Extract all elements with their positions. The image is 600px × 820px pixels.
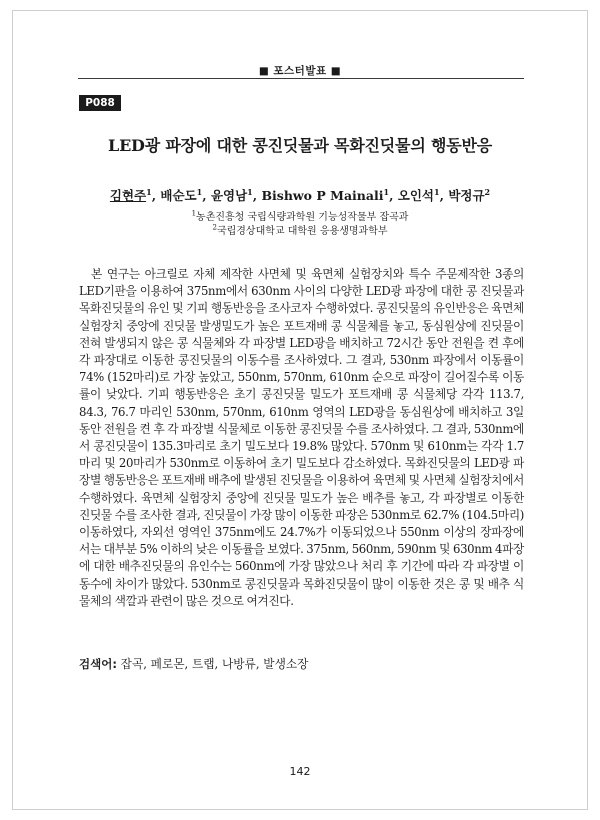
page-number: 142	[289, 765, 311, 778]
section-label: ■ 포스터발표 ■	[258, 65, 342, 77]
affiliation-text: 농촌진흥청 국립식량과학원 기능성작물부 잡곡과	[196, 212, 409, 223]
author-name: 배순도	[160, 188, 197, 203]
author-affil-mark: 1	[434, 186, 440, 197]
keywords-text: 잡곡, 페로몬, 트랩, 나방류, 발생소장	[120, 657, 309, 671]
author-name: 박정규	[448, 188, 485, 203]
author-affil-mark: 1	[247, 186, 253, 197]
author-affil-mark: 2	[484, 186, 491, 197]
author-affil-mark: 1	[196, 186, 203, 197]
keywords	[79, 656, 308, 672]
affiliation-mark: 1	[191, 209, 197, 218]
author-affil-mark: 1	[146, 186, 152, 197]
author-list: 김현주$^1$, 배순도$^1$, 윤영남$^1$, Bishwo P Mainali$^1$, 오인석$^1$, 박정규$^2$	[109, 186, 491, 203]
keywords-label: 검색어:	[79, 657, 117, 671]
affiliation	[0, 208, 600, 223]
author-name: 윤영남	[210, 188, 248, 203]
paper-title: LED광 파장에 대한 콩진딧물과 목화진딧물의 행동반응	[108, 136, 492, 155]
affiliation-mark: 2	[212, 223, 217, 232]
poster-code-badge: P088	[79, 95, 121, 111]
author-name: Bishwo P Mainali	[261, 188, 384, 203]
author-name: 오인석	[397, 188, 435, 203]
header-divider	[78, 78, 524, 79]
abstract-body: 본 연구는 아크릴로 자체 제작한 사면체 및 육면체 실험장치와 특수 주문제작한 3종의 LED기판을 이용하여 375nm에서 630nm 사이의 다양한 LED광 파장에 대한 콩 진딧물과 목화진딧물의 유인 및 기피 행동반응을 조사코자 수행하였다. 콩진딧물의 유인반응은 육면체 실험장치 중앙에 진딧물 발생밀도가 높은 포트재배 콩 식물체를 놓고, 동심원상에 진딧물이 전혀 발생되지 않은 콩 식물체와 각 파장별 LED광을 배치하고 72시간 동안 전원을 켠 후에 각 파장대로 이동한 콩진딧물의 이동수를 조사하였다. 그 결과, 530nm 파장에서 이동률이 74% (152마리)로 가장 높았고, 550nm, 570nm, 610nm 순으로 파장이 길어질수록 이동률이 낮았다. 기피 행동반응은 초기 콩진딧물 밀도가 포트재배 콩 식물체당 각각 113.7, 84.3, 76.7 마리인 530nm, 570nm, 610nm 영역의 LED광을 동심원상에 배치하고 3일 동안 전원을 켠 후 각 파장별 식물체로 이동한 콩진딧물 수를 조사하였다. 그 결과, 530nm에서 콩진딧물이 135.3마리로 초기 밀도보다 19.8% 많았다. 570nm 및 610nm는 각각 1.7마리 및 20마리가 530nm로 이동하여 초기 밀도보다 감소하였다. 목화진딧물의 LED광 파장별 행동반응은 포트재배 배추에 발생된 진딧물을 이용하여 육면체 및 사면체 실험장치에서 수행하였다. 육면체 실험장치 중앙에 진딧물 밀도가 높은 배추를 놓고, 각 파장별로 이동한 진딧물 수를 조사한 결과, 진딧물이 가장 많이 이동한 파장은 530nm로 62.7% (104.5마리) 이동하였다, 자외선 영역인 375nm에도 24.7%가 이동되었으나 550nm 이상의 장파장에서는 대부분 5% 이하의 낮은 이동률을 보였다. 375nm, 560nm, 590nm 및 630nm 4파장에 대한 배추진딧물의 유인수는 560nm에 가장 많았으나 처리 후 기간에 따라 각 파장별 이동수에 차이가 많았다. 530nm로 콩진딧물과 목화진딧물이 많이 이동한 것은 콩 및 배추 식물체의 색깔과 관련이 많은 것으로 여겨진다.	[79, 267, 524, 608]
affiliation-text: 국립경상대학교 대학원 응용생명과학부	[216, 226, 388, 237]
author-affil-mark: 1	[383, 186, 390, 197]
affiliation	[0, 222, 600, 237]
author-name: 김현주	[109, 188, 147, 203]
